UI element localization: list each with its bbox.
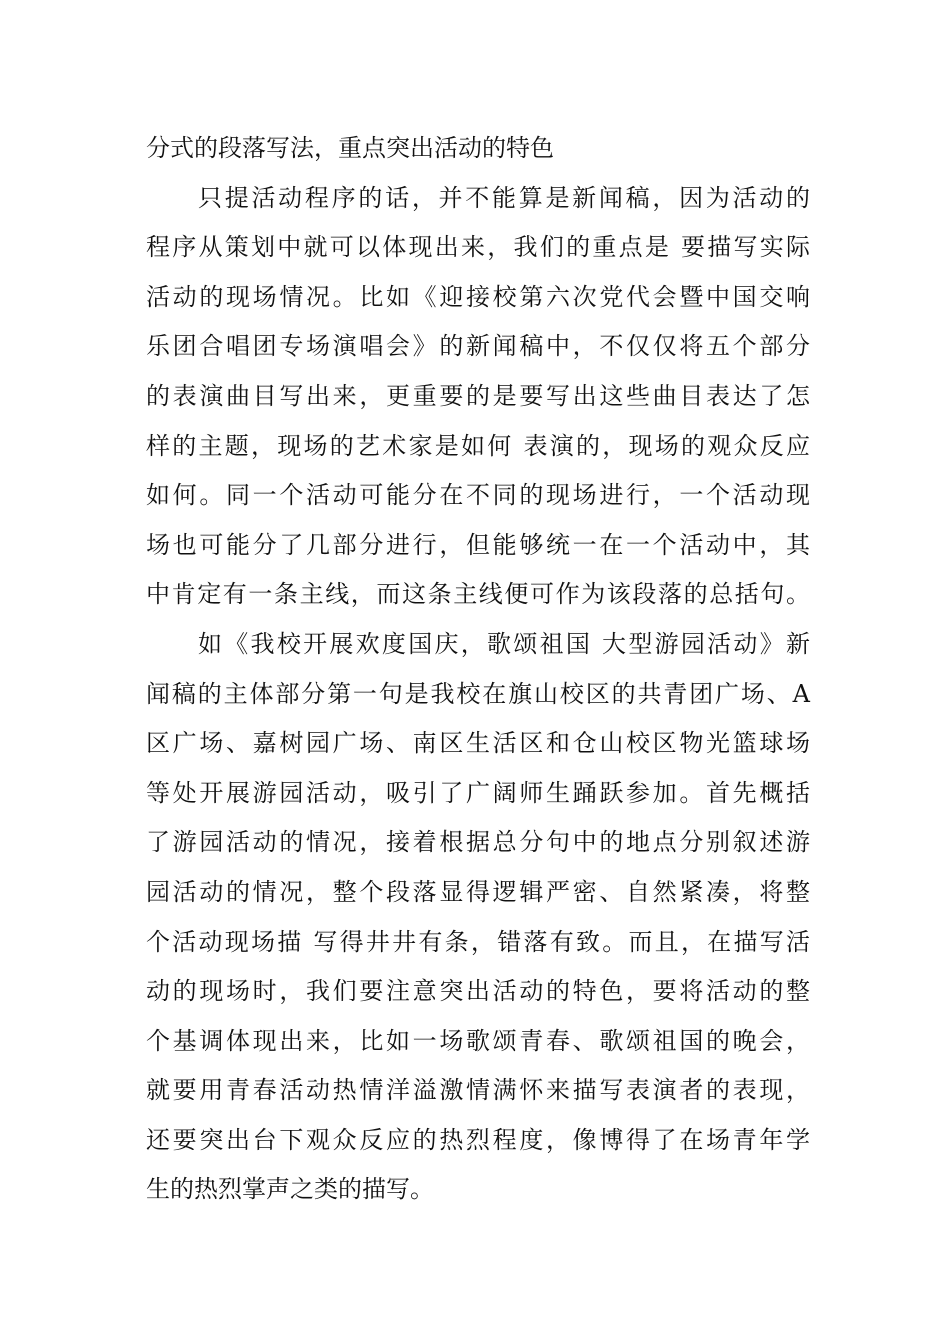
- text-line: 乐团合唱团专场演唱会》的新闻稿中，不仅仅将五个部分: [146, 332, 810, 361]
- text-line: 如何。同一个活动可能分在不同的现场进行，一个活动现: [146, 481, 810, 510]
- text-line: 园活动的情况，整个段落显得逻辑严密、自然紧凑，将整: [146, 877, 810, 906]
- text-line: 只提活动程序的话，并不能算是新闻稿，因为活动的: [198, 183, 810, 212]
- text-line: 就要用青春活动热情洋溢激情满怀来描写表演者的表现，: [146, 1076, 810, 1105]
- text-line: 区广场、嘉树园广场、南区生活区和仓山校区物光篮球场: [146, 729, 810, 758]
- text-line: 还要突出台下观众反应的热烈程度，像博得了在场青年学: [146, 1125, 810, 1154]
- paragraph-2: [146, 174, 810, 620]
- text-line: 了游园活动的情况，接着根据总分句中的地点分别叙述游: [146, 828, 810, 857]
- text-line: 生的热烈掌声之类的描写。: [146, 1175, 434, 1204]
- text-line: 闻稿的主体部分第一句是我校在旗山校区的共青团广场、A: [146, 679, 810, 708]
- text-line: 活动的现场情况。比如《迎接校第六次党代会暨中国交响: [146, 282, 810, 311]
- text-line: 程序从策划中就可以体现出来，我们的重点是 要描写实际: [146, 233, 810, 262]
- text-line: 动的现场时，我们要注意突出活动的特色，要将活动的整: [146, 977, 810, 1006]
- paragraph-3: [146, 620, 810, 1215]
- paragraph-1: [146, 124, 810, 174]
- text-line: 如《我校开展欢度国庆，歌颂祖国 大型游园活动》新: [198, 629, 810, 658]
- text-line: 中肯定有一条主线，而这条主线便可作为该段落的总括句。: [146, 580, 810, 609]
- text-line: 分式的段落写法，重点突出活动的特色: [146, 134, 554, 162]
- text-line: 个活动现场描 写得井井有条，错落有致。而且，在描写活: [146, 927, 810, 956]
- document-body: [146, 124, 810, 1215]
- text-line: 的表演曲目写出来，更重要的是要写出这些曲目表达了怎: [146, 381, 810, 410]
- text-line: 个基调体现出来，比如一场歌颂青春、歌颂祖国的晚会，: [146, 1026, 810, 1055]
- text-line: 样的主题，现场的艺术家是如何 表演的，现场的观众反应: [146, 431, 810, 460]
- text-line: 场也可能分了几部分进行，但能够统一在一个活动中，其: [146, 530, 810, 559]
- text-line: 等处开展游园活动，吸引了广阔师生踊跃参加。首先概括: [146, 778, 810, 807]
